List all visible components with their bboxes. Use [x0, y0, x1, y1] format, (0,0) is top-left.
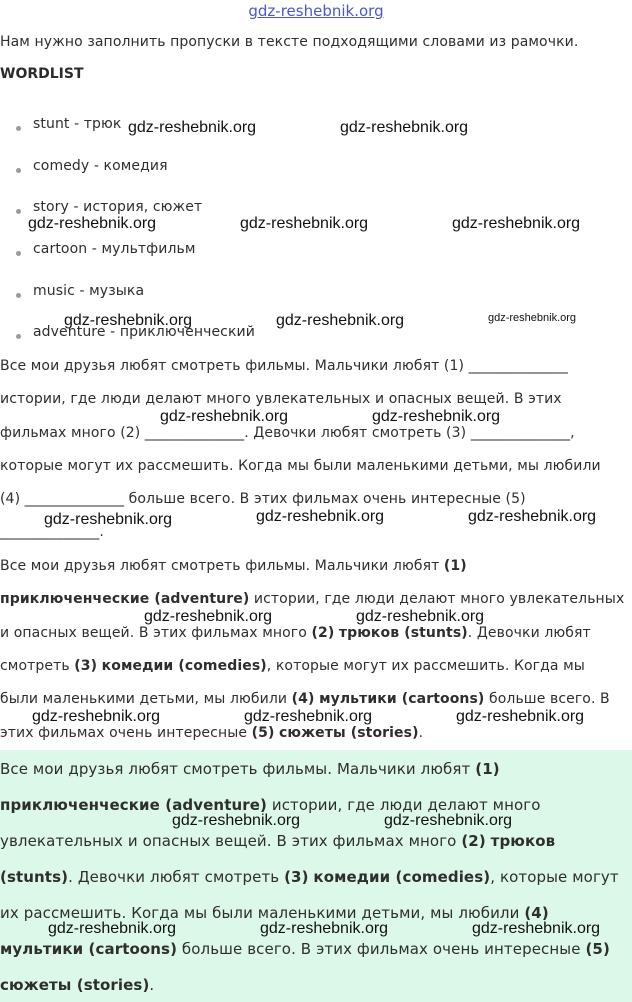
answer-text: истории, где люди делают много увлекательных — [253, 591, 625, 607]
answer-line — [0, 868, 619, 886]
answer-number: (5) — [251, 725, 275, 741]
watermark: gdz-reshebnik.org — [64, 312, 193, 329]
answer-text: были маленькими детьми, мы любили — [0, 691, 288, 707]
watermark: gdz-reshebnik.org — [160, 408, 289, 425]
answer-number: (1) — [443, 558, 467, 574]
watermark: gdz-reshebnik.org — [144, 608, 273, 625]
answer-text: и опасных вещей. В этих фильмах много — [0, 625, 307, 641]
answer-text: их рассмешить. Когда мы были маленькими детьми, мы любили — [0, 904, 520, 922]
answer-text: этих фильмах очень интересные — [0, 725, 248, 741]
answer-line — [0, 760, 500, 778]
watermark: gdz-reshebnik.org — [48, 920, 177, 937]
answer-number: (3) — [284, 868, 309, 886]
answer-word: трюков (stunts) — [338, 625, 468, 641]
exercise-line: Все мои друзья любят смотреть фильмы. Мальчики любят (1) ______________ — [0, 358, 568, 374]
site-link[interactable]: gdz-reshebnik.org — [248, 2, 384, 20]
list-item: adventure - приключенческий — [33, 324, 255, 340]
watermark: gdz-reshebnik.org — [244, 708, 373, 725]
answer-text: , которые могут их рассмешить. Когда мы — [266, 658, 585, 674]
watermark: gdz-reshebnik.org — [356, 608, 485, 625]
answer-word: мультики (cartoons) — [319, 691, 485, 707]
watermark: gdz-reshebnik.org — [32, 708, 161, 725]
watermark: gdz-reshebnik.org — [372, 408, 501, 425]
instruction-text: Нам нужно заполнить пропуски в тексте подходящими словами из рамочки. — [0, 34, 579, 50]
bullet-icon — [16, 334, 21, 339]
answer-text: . — [149, 976, 155, 994]
answer-text: увлекательных и опасных вещей. В этих фильмах много — [0, 832, 457, 850]
bullet-icon — [16, 126, 21, 131]
watermark: gdz-reshebnik.org — [276, 312, 405, 329]
watermark: gdz-reshebnik.org — [456, 708, 585, 725]
answer-word: приключенческие (adventure) — [0, 591, 250, 607]
bullet-icon — [16, 251, 21, 256]
answer-text: , которые могут — [490, 868, 619, 886]
answer-number: (4) — [291, 691, 315, 707]
answer-line — [0, 832, 555, 850]
answer-line — [0, 591, 624, 607]
answer-word: сюжеты (stories) — [0, 976, 150, 994]
answer-line — [0, 558, 467, 574]
answer-number: (2) — [311, 625, 335, 641]
watermark: gdz-reshebnik.org — [468, 508, 597, 525]
answer-word: комедии (comedies) — [101, 658, 267, 674]
bullet-icon — [16, 168, 21, 173]
answer-line — [0, 625, 591, 641]
watermark: gdz-reshebnik.org — [240, 215, 369, 232]
answer-word: (stunts) — [0, 868, 69, 886]
wordlist-heading: WORDLIST — [0, 66, 84, 82]
list-item: comedy - комедия — [33, 158, 168, 174]
exercise-line: которые могут их рассмешить. Когда мы были маленькими детьми, мы любили — [0, 458, 601, 474]
answer-word: мультики (cartoons) — [0, 940, 178, 958]
watermark: gdz-reshebnik.org — [28, 215, 157, 232]
answer-line — [0, 725, 423, 741]
list-item: music - музыка — [33, 283, 145, 299]
answer-line — [0, 976, 154, 994]
answer-number: (5) — [585, 940, 610, 958]
bullet-icon — [16, 293, 21, 298]
answer-word: трюков — [490, 832, 556, 850]
answer-number: (1) — [475, 760, 500, 778]
watermark: gdz-reshebnik.org — [256, 508, 385, 525]
answer-line — [0, 691, 610, 707]
watermark: gdz-reshebnik.org — [340, 119, 469, 136]
watermark: gdz-reshebnik.org — [472, 920, 601, 937]
list-item: cartoon - мультфильм — [33, 241, 196, 257]
answer-text: истории, где люди делают много — [271, 796, 541, 814]
answer-number: (2) — [461, 832, 486, 850]
watermark: gdz-reshebnik.org — [488, 312, 577, 324]
answer-text: Все мои друзья любят смотреть фильмы. Мальчики любят — [0, 558, 440, 574]
watermark: gdz-reshebnik.org — [452, 215, 581, 232]
answer-line — [0, 658, 585, 674]
answer-number: (4) — [524, 904, 549, 922]
answer-text: больше всего. В — [489, 691, 610, 707]
answer-text: . Девочки любят смотреть — [68, 868, 280, 886]
answer-number: (3) — [74, 658, 98, 674]
watermark: gdz-reshebnik.org — [128, 119, 257, 136]
exercise-line: истории, где люди делают много увлекательных и опасных вещей. В этих — [0, 391, 562, 407]
exercise-line: (4) ______________ больше всего. В этих фильмах очень интересные (5) — [0, 491, 526, 507]
list-item: story - история, сюжет — [33, 199, 203, 215]
answer-word: приключенческие (adventure) — [0, 796, 267, 814]
answer-text: больше всего. В этих фильмах очень интересные — [181, 940, 581, 958]
answer-word: комедии (comedies) — [313, 868, 491, 886]
answer-text: . — [418, 725, 424, 741]
list-item: stunt - трюк — [33, 116, 122, 132]
exercise-line: фильмах много (2) ______________. Девочки любят смотреть (3) ______________, — [0, 425, 575, 441]
answer-text: Все мои друзья любят смотреть фильмы. Мальчики любят — [0, 760, 471, 778]
exercise-line: ______________. — [0, 524, 104, 540]
answer-line — [0, 940, 610, 958]
watermark: gdz-reshebnik.org — [260, 920, 389, 937]
watermark: gdz-reshebnik.org — [384, 812, 513, 829]
answer-text: смотреть — [0, 658, 70, 674]
watermark: gdz-reshebnik.org — [44, 511, 173, 528]
watermark: gdz-reshebnik.org — [172, 812, 301, 829]
answer-word: сюжеты (stories) — [279, 725, 419, 741]
answer-text: . Девочки любят — [467, 625, 591, 641]
bullet-icon — [16, 209, 21, 214]
